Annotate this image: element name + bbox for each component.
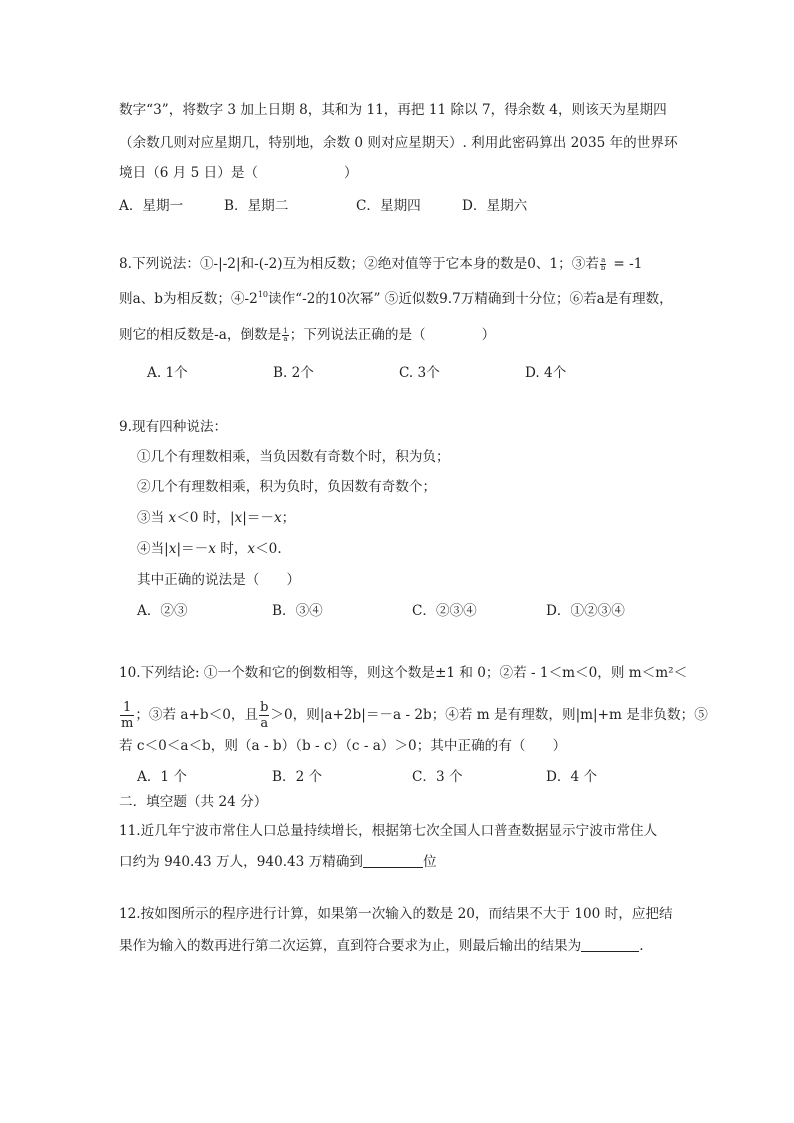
q10-line3: 若 c＜0＜a＜b，则（a - b）（b - c）（c - a）＞0；其中正确的有（ ） xyxy=(119,738,567,754)
section-heading: 二．填空题（共 24 分） xyxy=(119,794,268,810)
q8-line2: 则a、b为相反数；$④-2^{10}$读作“-2的10次幂” ⑤近似数9.7万精确到十分位；⑥若a是有理数， xyxy=(119,290,673,307)
q9-option-d: D．①②③④ xyxy=(546,603,625,619)
fraction-a-over-b: $\frac{a}{b}$ xyxy=(600,256,606,272)
q11-line1: 11.近几年宁波市常住人口总量持续增长，根据第七次全国人口普查数据显示宁波市常住人 xyxy=(119,823,658,839)
q7-line2: （余数几则对应星期几，特别地，余数 0 则对应星期天）. 利用此密码算出 2035 年的世界环 xyxy=(119,135,678,151)
q7-option-a: A．星期一 xyxy=(119,198,184,214)
fraction-b-over-a: $\frac{b}{a}$ xyxy=(260,700,269,731)
q12-line1: 12.按如图所示的程序进行计算，如果第一次输入的数是 20，而结果不大于 100 时，应把结 xyxy=(119,906,673,922)
q8-line1: 8.下列说法：①-|-2|和-(-2)互为相反数；②绝对值等于它本身的数是0、1；③若 $\frac{a}{b}$ = -1 xyxy=(119,256,643,272)
answer-blank[interactable] xyxy=(581,937,639,952)
q9-option-b: B．③④ xyxy=(272,603,323,619)
q10-option-a: A．1 个 xyxy=(137,769,187,785)
q9-stem: 9.现有四种说法： xyxy=(119,419,228,435)
q8-option-d: D. 4个 xyxy=(525,365,567,381)
q9-statement-2: ②几个有理数相乘，积为负时，负因数有奇数个； xyxy=(137,479,437,495)
q8-line3: 则它的相反数是-a，倒数是 $\frac{1}{a}$ ；下列说法正确的是（ ） xyxy=(119,327,496,343)
q9-statement-4: ④当|x|＝－x 时，x＜0. xyxy=(137,541,282,557)
fraction-1-over-m: $\frac{1}{m}$ xyxy=(121,700,134,731)
q7-option-c: C．星期四 xyxy=(356,198,421,214)
q12-line2: 果作为输入的数再进行第二次运算，直到符合要求为止，则最后输出的结果为 . xyxy=(119,938,644,954)
fraction-1-over-a: $\frac{1}{a}$ xyxy=(283,327,288,343)
q9-option-a: A．②③ xyxy=(137,603,188,619)
q9-ask: 其中正确的说法是（ ） xyxy=(137,572,301,588)
q9-statement-3: ③当 x＜0 时，|x|＝－x； xyxy=(137,510,296,526)
q10-option-c: C．3 个 xyxy=(412,769,463,785)
q7-line1: 数字“3”，将数字 3 加上日期 8，其和为 11，再把 11 除以 7，得余数 4，则该天为星期四 xyxy=(119,102,667,118)
q7-option-d: D．星期六 xyxy=(462,198,528,214)
answer-blank[interactable] xyxy=(363,853,423,868)
q10-line2: $\frac{1}{m}$ ；③若 a+b＜0，且 $\frac{b}{a}$ ＞0，则|a+2b|＝－a - 2b；④若 m 是有理数，则|m|+m 是非负数；⑤ xyxy=(121,700,708,731)
q8-option-b: B. 2个 xyxy=(273,365,314,381)
q10-line1: 10.下列结论: ①一个数和它的倒数相等，则这个数是±1 和 0；②若 - 1＜m＜0，则 m＜m²＜ xyxy=(119,665,688,681)
q8-option-c: C. 3个 xyxy=(399,365,440,381)
q9-statement-1: ①几个有理数相乘，当负因数有奇数个时，积为负； xyxy=(137,449,450,465)
q7-line3: 境日（6 月 5 日）是（ ） xyxy=(119,165,358,181)
q9-option-c: C．②③④ xyxy=(412,603,477,619)
q8-option-a: A. 1个 xyxy=(147,365,188,381)
q10-option-d: D．4 个 xyxy=(546,769,598,785)
q7-option-b: B．星期二 xyxy=(224,198,289,214)
q11-line2: 口约为 940.43 万人，940.43 万精确到 位 xyxy=(119,854,437,870)
q10-option-b: B．2 个 xyxy=(272,769,323,785)
